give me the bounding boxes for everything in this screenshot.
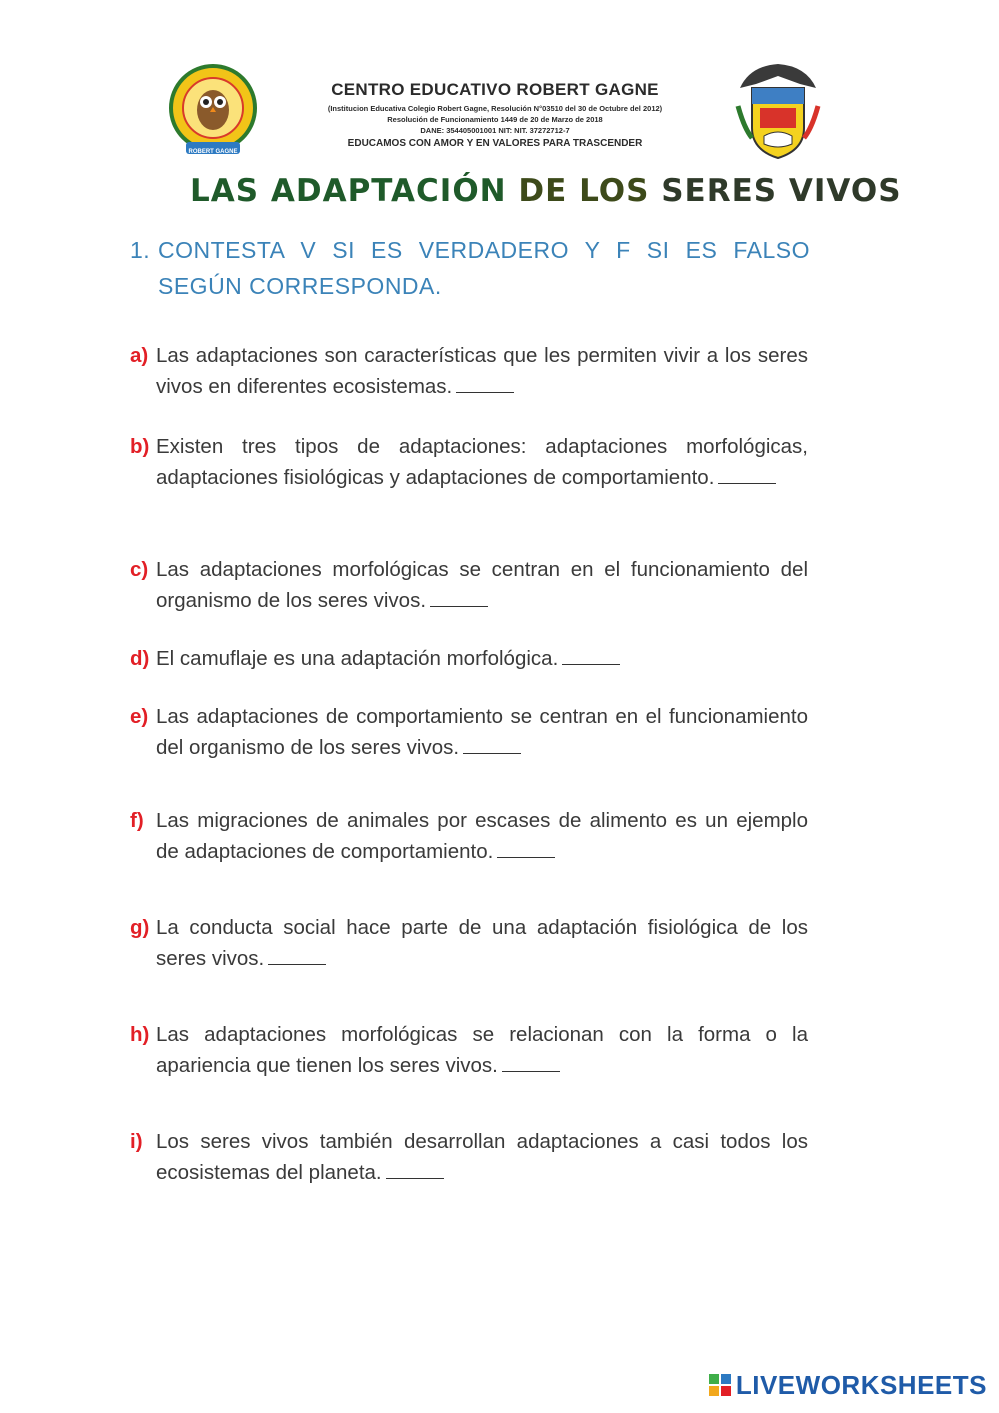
statement-text: Las adaptaciones morfológicas se centran en el funcionamiento del organismo de los seres vivos. xyxy=(156,558,808,612)
question-1 xyxy=(130,232,810,304)
statement-text: Las adaptaciones de comportamiento se centran en el funcionamiento del organismo de los seres vivos. xyxy=(156,705,808,759)
statement-label: e) xyxy=(130,705,149,728)
answer-blank[interactable] xyxy=(430,588,488,607)
school-motto: EDUCAMOS CON AMOR Y EN VALORES PARA TRASCENDER xyxy=(347,138,643,149)
statement-text: Las adaptaciones son características que les permiten vivir a los seres vivos en diferentes ecosistemas. xyxy=(156,344,808,398)
statement-c xyxy=(130,554,808,616)
school-name: CENTRO EDUCATIVO ROBERT GAGNE xyxy=(331,80,659,99)
statement-f xyxy=(130,805,808,867)
statement-h xyxy=(130,1019,808,1081)
statement-label: f) xyxy=(130,809,144,832)
statement-label: a) xyxy=(130,344,149,367)
statement-label: c) xyxy=(130,558,149,581)
school-logo-text: ROBERT GAGNE xyxy=(188,149,238,155)
answer-blank[interactable] xyxy=(386,1160,444,1179)
answer-blank[interactable] xyxy=(502,1053,560,1072)
statement-label: d) xyxy=(130,647,150,670)
school-info xyxy=(260,80,730,149)
statement-text: Las adaptaciones morfológicas se relacionan con la forma o la apariencia que tienen los seres vivos. xyxy=(156,1023,808,1077)
school-funcionamiento: Resolución de Funcionamiento 1449 de 20 de Marzo de 2018 xyxy=(387,115,603,124)
statement-text: Las migraciones de animales por escases de alimento es un ejemplo de adaptaciones de comportamiento. xyxy=(156,809,808,863)
statement-label: i) xyxy=(130,1130,143,1153)
question-number: 1. xyxy=(130,237,151,263)
statement-label: g) xyxy=(130,916,150,939)
school-resolution: (Institucion Educativa Colegio Robert Gagne, Resolución N°03510 del 30 de Octubre del 2012) xyxy=(327,104,663,113)
answer-blank[interactable] xyxy=(497,839,555,858)
statement-label: h) xyxy=(130,1023,150,1046)
liveworksheets-brand xyxy=(708,1369,987,1401)
school-logo xyxy=(168,62,258,160)
statement-e xyxy=(130,701,808,763)
answer-blank[interactable] xyxy=(456,374,514,393)
statement-b xyxy=(130,431,808,493)
answer-blank[interactable] xyxy=(463,735,521,754)
brand-name: LIVEWORKSHEETS xyxy=(735,1369,987,1400)
question-text: CONTESTA V SI ES VERDADERO Y F SI ES FALSO SEGÚN CORRESPONDA. xyxy=(158,237,810,299)
answer-blank[interactable] xyxy=(268,946,326,965)
statement-d xyxy=(130,643,808,674)
document-header xyxy=(160,58,840,170)
statement-text: Existen tres tipos de adaptaciones: adaptaciones morfológicas, adaptaciones fisiológicas y adaptaciones de comportamiento. xyxy=(156,435,808,489)
title-part-2: DE LOS xyxy=(518,173,662,209)
title-part-3: SERES VIVOS xyxy=(661,173,902,209)
school-dane: DANE: 354405001001 NIT: NIT. 37272712-7 xyxy=(420,126,570,135)
liveworksheets-logo-icon xyxy=(708,1373,732,1397)
statement-a xyxy=(130,340,808,402)
statement-text: Los seres vivos también desarrollan adaptaciones a casi todos los ecosistemas del planeta. xyxy=(156,1130,808,1184)
statement-text: La conducta social hace parte de una adaptación fisiológica de los seres vivos. xyxy=(156,916,808,970)
coat-of-arms-icon xyxy=(730,58,826,162)
worksheet-title xyxy=(190,173,902,209)
statement-i xyxy=(130,1126,808,1188)
answer-blank[interactable] xyxy=(718,465,776,484)
statement-g xyxy=(130,912,808,974)
statement-text: El camuflaje es una adaptación morfológica. xyxy=(156,647,559,670)
title-part-1: LAS ADAPTACIÓN xyxy=(190,173,519,209)
answer-blank[interactable] xyxy=(562,646,620,665)
statement-label: b) xyxy=(130,435,150,458)
